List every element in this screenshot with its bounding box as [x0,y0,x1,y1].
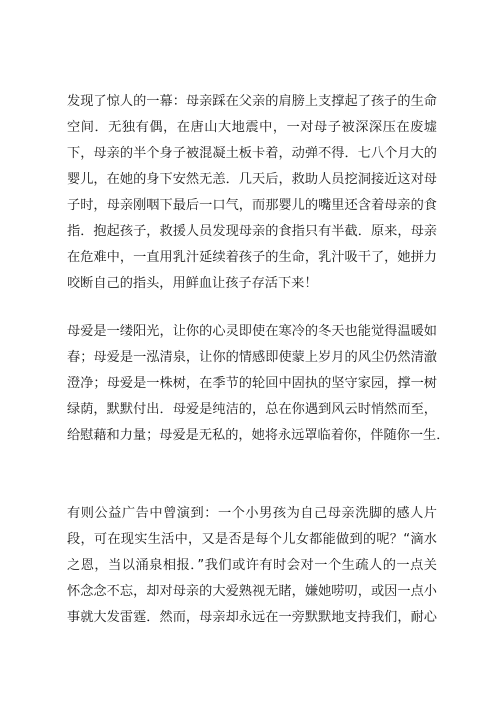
text-line: 事就大发雷霆．然而，母亲却永远在一旁默默地支持我们，耐心 [67,610,437,625]
text-line: 子时，母亲刚咽下最后一口气，而那婴儿的嘴里还含着母亲的食 [67,198,437,213]
text-line: 绿荫，默默付出．母爱是纯洁的，总在你遇到风云时悄然而至， [67,402,437,417]
paragraph-mother-sacrifice [67,89,437,297]
text-line: 怀念念不忘，却对母亲的大爱熟视无睹，嫌她唠叨，或因一点小 [67,584,437,599]
text-line: 段，可在现实生活中，又是否是每个儿女都能做到的呢？“滴水 [67,532,437,547]
text-line: 春；母爱是一泓清泉，让你的情感即使蒙上岁月的风尘仍然清澈 [67,350,437,365]
text-line: 母爱是一缕阳光，让你的心灵即使在寒冷的冬天也能觉得温暖如 [67,324,437,339]
text-line: 有则公益广告中曾演到：一个小男孩为自己母亲洗脚的感人片 [67,506,437,521]
text-line: 指．抱起孩子，救援人员发现母亲的食指只有半截．原来，母亲 [67,224,437,239]
text-line: 在危难中，一直用乳汁延续着孩子的生命，乳汁吸干了，她拼力 [67,250,437,265]
paragraph-mother-love-metaphors [67,319,450,449]
text-line: 咬断自己的指头，用鲜血让孩子存活下来！ [67,276,318,291]
text-line: 婴儿，在她的身下安然无恙．几天后，救助人员挖洞接近这对母 [67,172,437,187]
text-line: 之恩，当以涌泉相报．”我们或许有时会对一个生疏人的一点关 [67,558,437,573]
text-line: 发现了惊人的一幕：母亲踩在父亲的肩膀上支撑起了孩子的生命 [67,94,437,109]
text-line: 下，母亲的半个身子被混凝土板卡着，动弹不得．七八个月大的 [67,146,437,161]
paragraph-public-ad [67,501,437,631]
text-line: 给慰藉和力量；母爱是无私的，她将永远罩临着你，伴随你一生． [67,428,450,443]
text-line: 空间．无独有偶，在唐山大地震中，一对母子被深深压在废墟 [67,120,437,135]
text-line: 澄净；母爱是一株树，在季节的轮回中固执的坚守家园，撑一树 [67,376,437,391]
